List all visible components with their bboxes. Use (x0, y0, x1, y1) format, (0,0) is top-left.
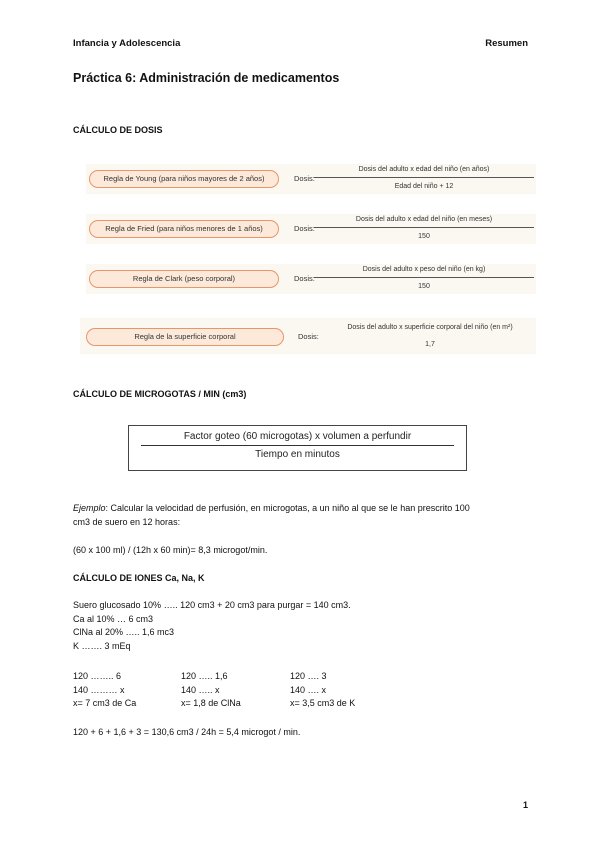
rule-clark-formula (314, 264, 534, 292)
rule-superficie-label: Regla de la superficie corporal (86, 328, 284, 346)
formula-numerator: Dosis del adulto x edad del niño (en meses) (355, 216, 493, 223)
calc-line: 120 ….. 1,6 (181, 671, 228, 681)
header-course: Infancia y Adolescencia (73, 38, 181, 49)
calc-line: x= 3,5 cm3 de K (290, 698, 356, 708)
formula-numerator: Dosis del adulto x edad del niño (en años) (358, 166, 490, 173)
fraction-bar (320, 335, 540, 336)
rule-superficie-formula (320, 322, 540, 350)
section-microgotas-heading: CÁLCULO DE MICROGOTAS / MIN (cm3) (73, 389, 247, 399)
rule-fried-formula (314, 214, 534, 242)
rule-fried (86, 214, 536, 244)
dosis-label: Dosis: (294, 174, 315, 183)
fraction-bar (141, 445, 454, 446)
calc-line: 120 …….. 6 (73, 671, 122, 681)
rule-clark-label: Regla de Clark (peso corporal) (89, 270, 279, 288)
formula-denominator: Edad del niño + 12 (394, 183, 454, 190)
calc-line: 140 ….. x (181, 684, 220, 695)
example-paragraph (73, 501, 470, 529)
iones-col-k (290, 670, 355, 711)
formula-denominator: 150 (418, 283, 430, 290)
iones-line: ClNa al 20% ….. 1,6 mc3 (73, 627, 175, 637)
dosis-label: Dosis: (298, 332, 319, 341)
calc-line: x= 7 cm3 de Ca (73, 698, 137, 708)
formula-denominator: Tiempo en minutos (255, 449, 340, 460)
fraction-bar (314, 227, 534, 228)
formula-numerator: Dosis del adulto x peso del niño (en kg) (362, 266, 486, 273)
iones-total: 120 + 6 + 1,6 + 3 = 130,6 cm3 / 24h = 5,4 microgot / min. (73, 727, 301, 737)
section-dosis-heading: CÁLCULO DE DOSIS (73, 125, 163, 135)
rule-clark (86, 264, 536, 294)
rule-fried-label: Regla de Fried (para niños menores de 1 años) (89, 220, 279, 238)
calc-line: x= 1,8 de ClNa (181, 698, 241, 708)
page-number: 1 (522, 800, 528, 810)
iones-col-na (181, 670, 241, 711)
rule-young (86, 164, 536, 194)
iones-col-ca (73, 670, 136, 711)
formula-denominator: 150 (418, 233, 430, 240)
example-label: Ejemplo (73, 503, 106, 513)
microgotas-formula (128, 425, 467, 471)
dosis-label: Dosis: (294, 274, 315, 283)
iones-list (73, 599, 351, 653)
formula-numerator: Dosis del adulto x superficie corporal del niño (en m²) (347, 324, 513, 331)
fraction-bar (314, 277, 534, 278)
iones-line: Ca al 10% … 6 cm3 (73, 613, 154, 624)
calc-line: 140 …. x (290, 684, 327, 695)
example-text-cont: cm3 de suero en 12 horas: (73, 517, 181, 527)
iones-line: Suero glucosado 10% ….. 120 cm3 + 20 cm3 para purgar = 140 cm3. (73, 600, 351, 610)
calc-line: 120 …. 3 (290, 671, 327, 681)
example-text: : Calcular la velocidad de perfusión, en microgotas, a un niño al que se le han prescrito 100 (105, 503, 470, 513)
calc-line: 140 ……… x (73, 684, 125, 695)
page-title: Práctica 6: Administración de medicamentos (73, 71, 340, 85)
example-result: (60 x 100 ml) / (12h x 60 min)= 8,3 microgot/min. (73, 545, 268, 555)
rule-young-formula (314, 164, 534, 192)
iones-line: K ……. 3 mEq (73, 640, 131, 651)
fraction-bar (314, 177, 534, 178)
dosis-label: Dosis: (294, 224, 315, 233)
section-iones-heading: CÁLCULO DE IONES Ca, Na, K (73, 573, 205, 583)
rule-young-label: Regla de Young (para niños mayores de 2 años) (89, 170, 279, 188)
formula-denominator: 1,7 (425, 341, 435, 348)
header-type: Resumen (485, 38, 528, 49)
rule-superficie (80, 318, 536, 354)
formula-numerator: Factor goteo (60 microgotas) x volumen a perfundir (183, 431, 412, 442)
